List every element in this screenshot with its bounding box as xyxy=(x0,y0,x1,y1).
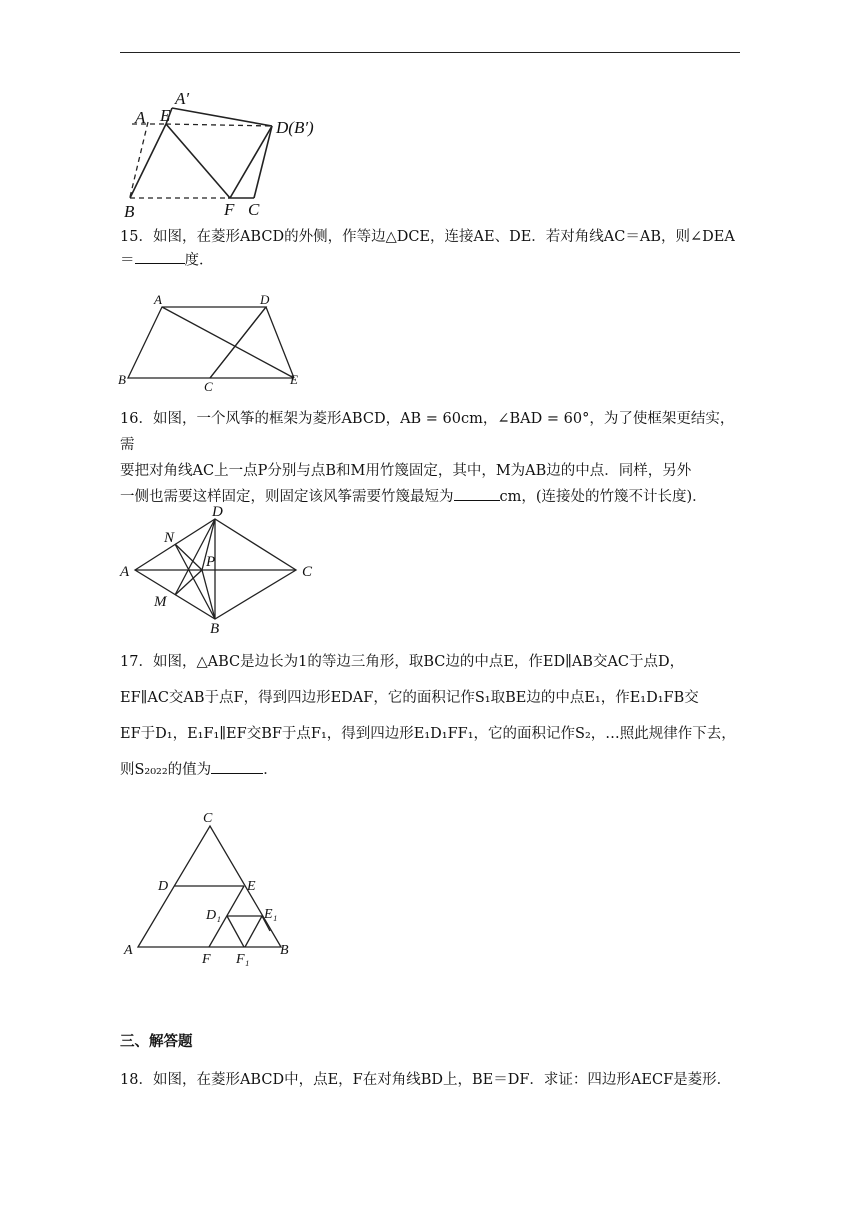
label-C: C xyxy=(302,564,313,580)
figure-q15 xyxy=(118,292,318,392)
label-F: F xyxy=(202,952,211,967)
q16-line1: 16．如图，一个风筝的框架为菱形ABCD，AB = 60cm，∠BAD = 60°，为了使框架更结实，需 xyxy=(120,411,735,453)
label-M: M xyxy=(154,594,167,610)
figure-q17 xyxy=(118,806,318,966)
section-heading: 三、解答题 xyxy=(120,1034,193,1050)
label-P: P xyxy=(206,554,216,570)
label-B: B xyxy=(124,202,135,221)
question-16 xyxy=(120,406,748,510)
q17-line1: 17．如图，△ABC是边长为1的等边三角形，取BC边的中点E，作ED∥AB交AC于点D， xyxy=(120,654,685,670)
q16-line3: 一侧也需要这样固定，则固定该风筝需要竹篾最短为 xyxy=(120,489,454,505)
label-D1: D₁ xyxy=(206,908,221,923)
label-E: E xyxy=(247,879,256,894)
label-A: A xyxy=(120,564,130,580)
q17-line4-tail: ． xyxy=(263,762,278,778)
label-B: B xyxy=(118,372,126,387)
q16-line2: 要把对角线AC上一点P分别与点B和M用竹篾固定，其中，M为AB边的中点．同样，另外 xyxy=(120,463,692,479)
q16-answer-blank[interactable] xyxy=(454,486,500,502)
label-D: D xyxy=(158,879,169,894)
label-C: C xyxy=(203,811,213,826)
label-C: C xyxy=(248,200,260,219)
question-18 xyxy=(120,1070,748,1092)
label-E: E xyxy=(160,106,171,125)
label-B: B xyxy=(280,943,289,958)
q17-line3: EF于D₁，E₁F₁∥EF交BF于点F₁，得到四边形E₁D₁FF₁，它的面积记作S₂，…照此规律作下去， xyxy=(120,726,736,742)
figure-q16 xyxy=(118,502,328,642)
label-E1: E₁ xyxy=(264,907,278,922)
q15-answer-blank[interactable] xyxy=(135,249,185,265)
label-F: F xyxy=(224,200,235,219)
question-17 xyxy=(120,644,748,788)
header-rule xyxy=(120,52,740,53)
q15-text: 15．如图，在菱形ABCD的外侧，作等边△DCE，连接AE、DE．若对角线AC＝AB，则∠DEA xyxy=(120,229,735,245)
q15-equals: ＝ xyxy=(120,252,135,269)
q16-line3-tail: cm，(连接处的竹篾不计长度)． xyxy=(499,489,707,505)
figure-q14 xyxy=(120,84,340,224)
label-F1: F₁ xyxy=(236,952,250,967)
label-D-Bprime: D(B′) xyxy=(276,118,314,137)
label-A: A xyxy=(135,108,146,127)
q17-line4: 则S₂₀₂₂的值为 xyxy=(120,762,212,778)
label-N: N xyxy=(164,530,175,546)
label-A: A xyxy=(154,292,162,307)
question-15 xyxy=(120,227,748,272)
label-B: B xyxy=(210,621,220,637)
label-D: D xyxy=(212,504,223,520)
label-E: E xyxy=(290,372,298,387)
label-A-prime: A′ xyxy=(175,89,190,108)
label-C: C xyxy=(204,379,213,394)
label-A: A xyxy=(124,943,133,958)
q17-answer-blank[interactable] xyxy=(211,759,263,775)
q18-text: 18．如图，在菱形ABCD中，点E，F在对角线BD上，BE＝DF．求证：四边形AECF是菱形． xyxy=(120,1072,732,1088)
q15-unit: 度． xyxy=(184,252,214,269)
q17-line2: EF∥AC交AB于点F，得到四边形EDAF，它的面积记作S₁取BE边的中点E₁，作E₁D₁FB交 xyxy=(120,690,699,706)
label-D: D xyxy=(260,292,270,307)
